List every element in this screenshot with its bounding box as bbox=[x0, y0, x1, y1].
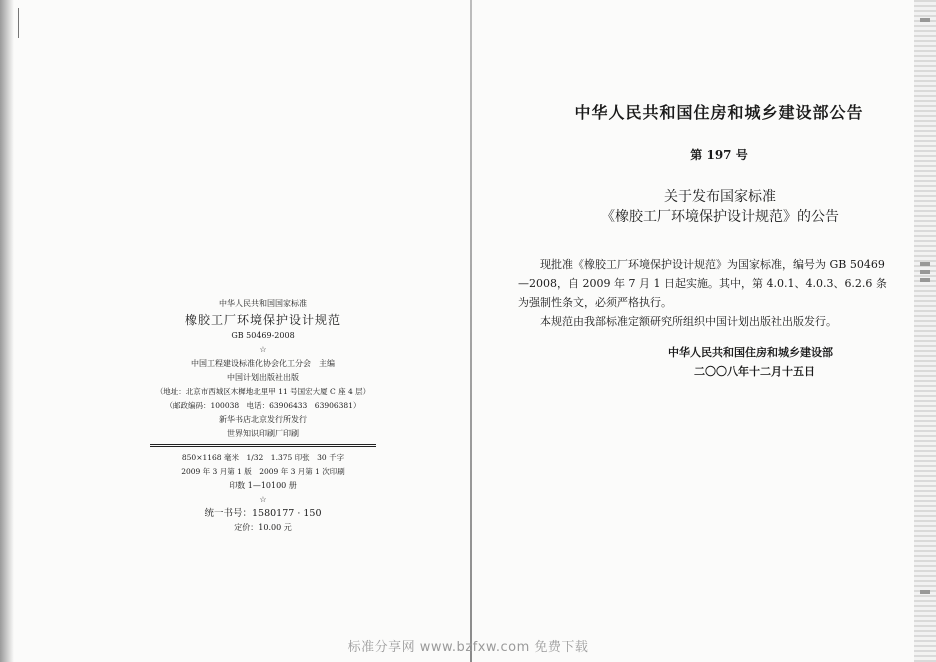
colophon-editor: 中国工程建设标准化协会化工分会 主编 bbox=[191, 359, 335, 368]
signature-date: 二〇〇八年十二月十五日 bbox=[694, 365, 815, 378]
scan-mark bbox=[920, 270, 930, 274]
star-divider: ☆ bbox=[259, 495, 267, 504]
announcement-heading: 中华人民共和国住房和城乡建设部公告 bbox=[574, 103, 864, 122]
announcement-number: 第 197 号 bbox=[690, 148, 748, 162]
star-divider: ☆ bbox=[259, 345, 267, 354]
announcement-subtitle bbox=[530, 187, 910, 227]
site-watermark: 标准分享网 www.bzfxw.com 免费下载 bbox=[347, 640, 589, 655]
colophon-contact: （邮政编码：100038 电话：63906433 63906381） bbox=[165, 401, 361, 410]
page-shadow bbox=[0, 0, 14, 662]
announcement bbox=[490, 100, 910, 381]
signature-block bbox=[668, 343, 910, 381]
colophon-print-run: 印数 1—10100 册 bbox=[229, 481, 297, 490]
colophon-standard-code: GB 50469-2008 bbox=[231, 331, 295, 340]
colophon-publisher: 中国计划出版社出版 bbox=[227, 373, 299, 382]
page-edge bbox=[914, 0, 936, 662]
colophon-block bbox=[150, 297, 376, 535]
body-paragraph: 本规范由我部标准定额研究所组织中国计划出版社出版发行。 bbox=[540, 315, 837, 328]
colophon-series: 中华人民共和国国家标准 bbox=[219, 299, 307, 308]
body-paragraph: 现批准《橡胶工厂环境保护设计规范》为国家标准，编号为 GB 50469—2008，自 2009 年 7 月 1 日起实施。其中，第 4.0.1、4.0.3、6.2.6 条为强制性条文，必须严格执行。 bbox=[518, 258, 887, 309]
subtitle-line-1: 关于发布国家标准 bbox=[664, 189, 776, 205]
colophon-printer: 世界知识印刷厂印刷 bbox=[227, 429, 299, 438]
scan-mark bbox=[18, 8, 19, 38]
scan-mark bbox=[920, 278, 930, 282]
colophon-spec: 850×1168 毫米 1/32 1.375 印张 30 千字 bbox=[181, 453, 345, 462]
colophon-price: 定价：10.00 元 bbox=[234, 523, 292, 532]
divider-rule bbox=[150, 444, 376, 447]
colophon-isbn: 统一书号：1580177 · 150 bbox=[204, 508, 322, 519]
colophon-edition: 2009 年 3 月第 1 版 2009 年 3 月第 1 次印刷 bbox=[181, 467, 345, 476]
colophon-distributor: 新华书店北京发行所发行 bbox=[219, 415, 307, 424]
scan-mark bbox=[920, 262, 930, 266]
signer: 中华人民共和国住房和城乡建设部 bbox=[668, 346, 833, 359]
subtitle-line-2: 《橡胶工厂环境保护设计规范》的公告 bbox=[601, 209, 839, 225]
announcement-body bbox=[518, 255, 888, 331]
colophon-book-name: 橡胶工厂环境保护设计规范 bbox=[184, 313, 341, 327]
colophon-address: （地址：北京市西城区木樨地北里甲 11 号国宏大厦 C 座 4 层） bbox=[155, 387, 371, 396]
scan-mark bbox=[920, 18, 930, 22]
scan-mark bbox=[920, 590, 930, 594]
